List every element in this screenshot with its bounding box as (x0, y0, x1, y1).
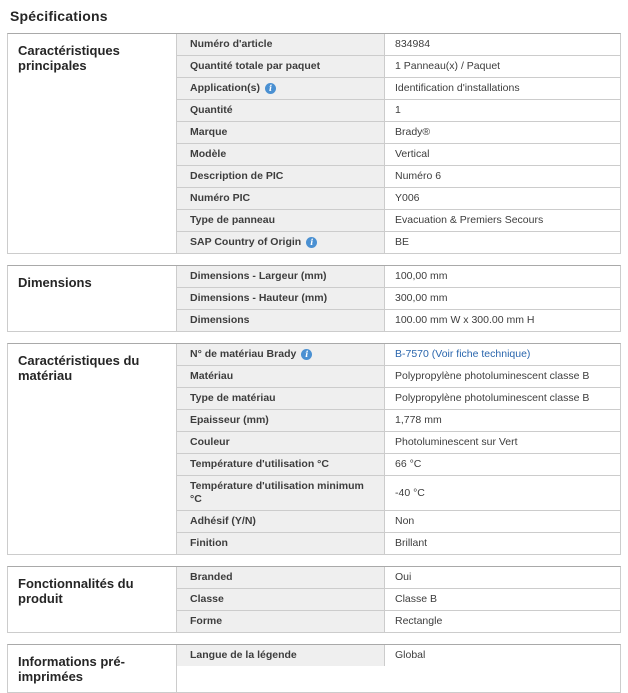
spec-label-text: Quantité totale par paquet (190, 60, 321, 72)
spec-section (7, 265, 621, 332)
spec-attribute-cell (177, 567, 385, 588)
section-title: Informations pré-imprimées (8, 645, 177, 692)
spec-row (177, 309, 620, 331)
spec-value: Classe B (395, 593, 438, 605)
spec-value: Photoluminescent sur Vert (395, 436, 518, 448)
spec-section (7, 343, 621, 555)
spec-row (177, 510, 620, 532)
spec-label-text: Matériau (190, 370, 234, 382)
spec-section (7, 33, 621, 254)
spec-row (177, 143, 620, 165)
spec-label-text: Description de PIC (190, 170, 284, 182)
spec-value: Non (395, 515, 415, 527)
spec-value: Oui (395, 571, 412, 583)
spec-row (177, 121, 620, 143)
spec-attribute-cell (177, 78, 385, 99)
spec-row (177, 475, 620, 510)
spec-label-text: Forme (190, 615, 223, 627)
spec-row (177, 645, 620, 666)
spec-attribute-cell (177, 56, 385, 77)
spec-label-text: Dimensions - Largeur (mm) (190, 270, 327, 282)
spec-label-text: Quantité (190, 104, 233, 116)
spec-label-text: Langue de la légende (190, 649, 297, 661)
spec-value: Global (395, 649, 426, 661)
spec-value: -40 °C (395, 486, 425, 499)
spec-attribute-cell (177, 266, 385, 287)
spec-attribute-cell (177, 454, 385, 475)
spec-attribute-cell (177, 210, 385, 231)
spec-row (177, 387, 620, 409)
spec-value: Polypropylène photoluminescent classe B (395, 370, 590, 382)
spec-attribute-cell (177, 589, 385, 610)
section-title: Dimensions (8, 266, 177, 331)
spec-row (177, 588, 620, 610)
spec-row (177, 77, 620, 99)
spec-label-text: N° de matériau Brady (190, 348, 297, 360)
section-rows (177, 645, 620, 692)
spec-label-text: Finition (190, 537, 228, 549)
spec-attribute-cell (177, 476, 385, 510)
spec-attribute-cell (177, 188, 385, 209)
info-icon[interactable]: i (265, 83, 276, 94)
spec-value: 100.00 mm W x 300.00 mm H (395, 314, 535, 326)
spec-attribute-cell (177, 310, 385, 331)
spec-label-text: Classe (190, 593, 224, 605)
spec-value: 1,778 mm (395, 414, 442, 426)
spec-row (177, 266, 620, 287)
spec-row (177, 409, 620, 431)
spec-label-text: SAP Country of Origin (190, 236, 302, 248)
info-icon[interactable]: i (301, 349, 312, 360)
section-rows (177, 567, 620, 632)
section-title: Fonctionnalités du produit (8, 567, 177, 632)
spec-row (177, 55, 620, 77)
spec-value: 66 °C (395, 458, 422, 470)
spec-value: Brady® (395, 126, 431, 138)
spec-row (177, 431, 620, 453)
spec-value: Identification d'installations (395, 82, 520, 94)
spec-attribute-cell (177, 511, 385, 532)
section-rows (177, 344, 620, 554)
spec-value: Vertical (395, 148, 430, 160)
spec-value: Rectangle (395, 615, 443, 627)
spec-label-text: Marque (190, 126, 228, 138)
spec-row (177, 344, 620, 365)
spec-label-text: Température d'utilisation minimum °C (190, 480, 364, 505)
spec-attribute-cell (177, 366, 385, 387)
spec-value: 1 Panneau(x) / Paquet (395, 60, 501, 72)
spec-label-text: Température d'utilisation °C (190, 458, 329, 470)
spec-row (177, 231, 620, 253)
spec-label-text: Dimensions - Hauteur (mm) (190, 292, 328, 304)
spec-value: Brillant (395, 537, 428, 549)
spec-value: Evacuation & Premiers Secours (395, 214, 544, 226)
page-title: Spécifications (10, 8, 108, 24)
spec-attribute-cell (177, 645, 385, 666)
spec-attribute-cell (177, 166, 385, 187)
spec-value: 300,00 mm (395, 292, 448, 304)
spec-row (177, 532, 620, 554)
spec-value: 834984 (395, 38, 431, 50)
spec-attribute-cell (177, 100, 385, 121)
spec-row (177, 209, 620, 231)
spec-label-text: Couleur (190, 436, 230, 448)
spec-value: Y006 (395, 192, 420, 204)
spec-label-text: Numéro d'article (190, 38, 273, 50)
spec-label-text: Dimensions (190, 314, 250, 326)
spec-label-text: Branded (190, 571, 233, 583)
section-title: Caractéristiques du matériau (8, 344, 177, 554)
spec-attribute-cell (177, 232, 385, 253)
spec-label-text: Modèle (190, 148, 227, 160)
spec-row (177, 567, 620, 588)
spec-value: BE (395, 236, 410, 248)
spec-value: 100,00 mm (395, 270, 448, 282)
spec-label-text: Type de matériau (190, 392, 276, 404)
spec-row (177, 610, 620, 632)
spec-row (177, 99, 620, 121)
spec-row (177, 187, 620, 209)
spec-value[interactable]: B-7570 (Voir fiche technique) (395, 348, 531, 360)
spec-attribute-cell (177, 611, 385, 632)
spec-label-text: Epaisseur (mm) (190, 414, 269, 426)
spec-section (7, 566, 621, 633)
spec-attribute-cell (177, 410, 385, 431)
spec-label-text: Application(s) (190, 82, 260, 94)
section-title: Caractéristiques principales (8, 34, 177, 253)
spec-row (177, 365, 620, 387)
spec-value: Polypropylène photoluminescent classe B (395, 392, 590, 404)
spec-attribute-cell (177, 144, 385, 165)
spec-attribute-cell (177, 122, 385, 143)
spec-attribute-cell (177, 34, 385, 55)
spec-value: 1 (395, 104, 401, 116)
section-rows (177, 34, 620, 253)
spec-row (177, 453, 620, 475)
spec-row (177, 287, 620, 309)
spec-row (177, 165, 620, 187)
spec-attribute-cell (177, 432, 385, 453)
spec-section (7, 644, 621, 693)
spec-label-text: Adhésif (Y/N) (190, 515, 256, 527)
spec-row (177, 34, 620, 55)
section-rows (177, 266, 620, 331)
spec-attribute-cell (177, 344, 385, 365)
spec-label-text: Numéro PIC (190, 192, 251, 204)
spec-value: Numéro 6 (395, 170, 442, 182)
spec-attribute-cell (177, 288, 385, 309)
spec-attribute-cell (177, 388, 385, 409)
info-icon[interactable]: i (306, 237, 317, 248)
specifications-container (7, 33, 621, 693)
spec-attribute-cell (177, 533, 385, 554)
spec-label-text: Type de panneau (190, 214, 275, 226)
